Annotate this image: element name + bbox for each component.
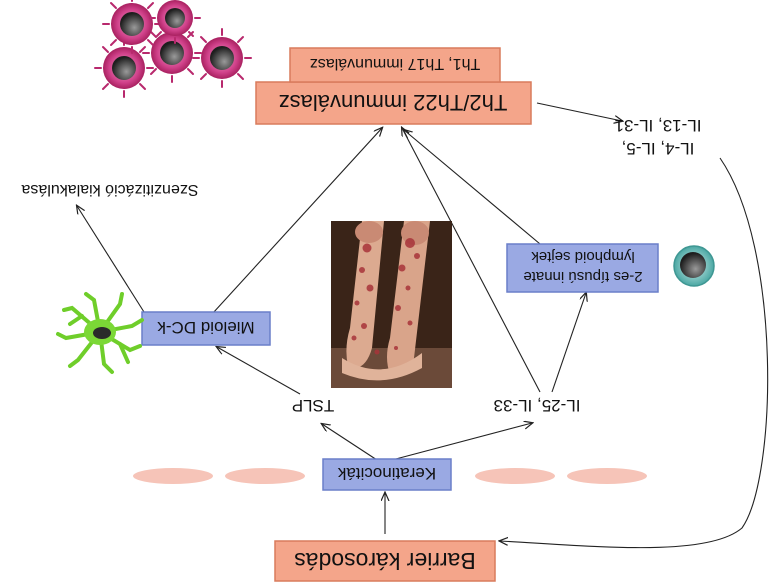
arrow-il25-to-ilc2 — [552, 293, 586, 392]
cytokines-line1: IL-4, IL-5, — [621, 139, 695, 158]
ilc2-label-line1: 2-es típusú innate — [523, 268, 643, 285]
ilc2-label-line2: lymphoid sejtek — [531, 248, 635, 265]
barrier-damage-label: Barrier károsodás — [294, 548, 476, 574]
th2-response-box — [256, 82, 531, 124]
cytokines-line2: IL-13, IL-31 — [614, 116, 702, 135]
skin-cell — [475, 468, 555, 484]
th1-response-label: Th1, Th17 immunválasz — [309, 55, 481, 72]
lymphoid-cell-icon — [674, 246, 714, 286]
il25-il33-label: IL-25, IL-33 — [493, 396, 581, 415]
keratinocytes-box — [323, 459, 451, 490]
skin-cell — [133, 468, 213, 484]
arrow-tslp-to-dc — [217, 347, 300, 394]
th2-response-label: Th2/Th22 immunválasz — [278, 90, 508, 115]
th1-response-box — [290, 48, 500, 82]
barrier-damage-box — [275, 541, 495, 581]
atopic-dermatitis-arms-photo — [331, 221, 452, 388]
tslp-label: TSLP — [291, 396, 335, 415]
skin-cell — [225, 468, 305, 484]
myeloid-dc-label: Mieloid DC-k — [157, 318, 255, 337]
arrow-th2-to-cytokines — [537, 103, 622, 121]
arrow-cytokines-to-barrier — [500, 158, 768, 548]
ilc2-box — [507, 244, 658, 292]
dendritic-cell-icon — [58, 294, 142, 372]
sensitization-label: Szenzitizáció kialakulása — [21, 181, 199, 198]
eosinophil-cell-icons — [95, 0, 251, 97]
arrow-keratinocytes-to-il25 — [392, 423, 532, 460]
myeloid-dc-box — [142, 312, 270, 345]
skin-cell — [567, 468, 647, 484]
keratinocytes-label: Keratinociták — [337, 464, 437, 483]
eosinophil-cell-icon — [193, 29, 251, 87]
eosinophil-cell-icon — [95, 39, 153, 97]
arrow-keratinocytes-to-tslp — [322, 424, 377, 460]
eosinophil-cell-icon — [103, 0, 161, 53]
